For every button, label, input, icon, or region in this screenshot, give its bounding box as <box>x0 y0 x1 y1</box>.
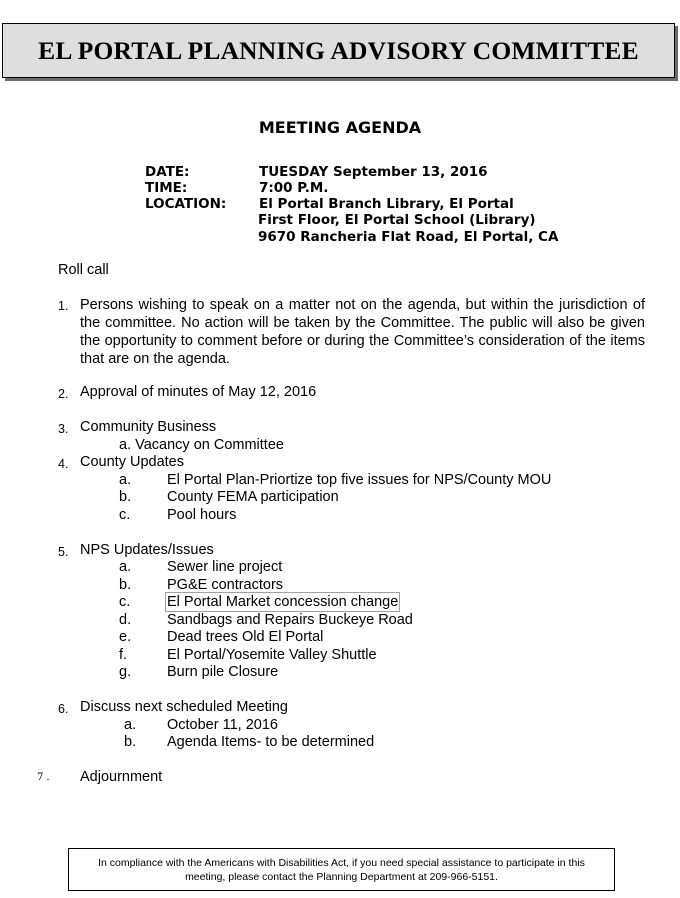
subitem-letter: a. <box>119 559 132 575</box>
location-label: LOCATION: <box>145 196 227 212</box>
roll-call: Roll call <box>58 262 109 278</box>
subitem-text: Sandbags and Repairs Buckeye Road <box>167 612 413 628</box>
subitem-text: County FEMA participation <box>167 489 339 505</box>
time-label: TIME: <box>145 180 188 196</box>
item-number: 5. <box>58 545 69 559</box>
committee-title: EL PORTAL PLANNING ADVISORY COMMITTEE <box>38 35 639 65</box>
subitem-text: Burn pile Closure <box>167 664 279 680</box>
subitem-text: El Portal Plan-Priortize top five issues for NPS/County MOU <box>167 472 552 488</box>
subitem-text: El Portal Market concession change <box>167 594 399 610</box>
subitem-text: Pool hours <box>167 507 237 523</box>
item-number: 2. <box>58 387 69 401</box>
subitem-letter: b. <box>119 489 132 505</box>
subitem-text: a. Vacancy on Committee <box>119 437 284 453</box>
item-text: County Updates <box>80 454 184 470</box>
subitem-letter: a. <box>124 717 137 733</box>
agenda-title: MEETING AGENDA <box>258 118 422 137</box>
subitem-text: PG&E contractors <box>167 577 284 593</box>
time-value: 7:00 P.M. <box>259 180 329 196</box>
ada-notice-line-1: In compliance with the Americans with Disabilities Act, if you need special assistance to participate in this <box>98 856 585 869</box>
subitem-letter: c. <box>119 507 131 523</box>
item-number: 6. <box>58 702 69 716</box>
item-number: 4. <box>58 457 69 471</box>
subitem-letter: f. <box>119 647 128 663</box>
subitem-letter: e. <box>119 629 132 645</box>
subitem-text: Sewer line project <box>167 559 283 575</box>
location-line-1: El Portal Branch Library, El Portal <box>259 196 514 212</box>
ada-notice-line-2: meeting, please contact the Planning Department at 209-966-5151. <box>185 870 498 883</box>
item-text: Community Business <box>80 419 217 435</box>
date-label: DATE: <box>145 164 190 180</box>
subitem-letter: d. <box>119 612 132 628</box>
subitem-text: Dead trees Old El Portal <box>167 629 324 645</box>
subitem-text: October 11, 2016 <box>167 717 278 733</box>
subitem-letter: b. <box>119 577 132 593</box>
subitem-text: Agenda Items- to be determined <box>167 734 375 750</box>
item-number: 7. <box>37 772 53 783</box>
item-text: Persons wishing to speak on a matter not on the agenda, but within the jurisdiction of the committee. No action will be taken by the Committee. The public will also be given the opportunity to comment before or during the Committee’s consideration of the items that are on the agenda. <box>80 297 645 367</box>
location-line-2: First Floor, El Portal School (Library) <box>258 212 536 228</box>
subitem-text: El Portal/Yosemite Valley Shuttle <box>167 647 377 663</box>
item-text: NPS Updates/Issues <box>80 542 214 558</box>
item-number: 1. <box>58 299 69 313</box>
ada-notice <box>68 848 615 891</box>
subitem-letter: c. <box>119 594 131 610</box>
date-value: TUESDAY September 13, 2016 <box>259 164 488 180</box>
item-text: Adjournment <box>80 769 163 785</box>
subitem-letter: b. <box>124 734 137 750</box>
item-number: 3. <box>58 422 69 436</box>
item-text: Discuss next scheduled Meeting <box>80 699 288 715</box>
subitem-letter: g. <box>119 664 132 680</box>
location-line-3: 9670 Rancheria Flat Road, El Portal, CA <box>258 229 559 245</box>
item-text: Approval of minutes of May 12, 2016 <box>80 384 317 400</box>
header-banner <box>2 23 675 78</box>
subitem-letter: a. <box>119 472 132 488</box>
